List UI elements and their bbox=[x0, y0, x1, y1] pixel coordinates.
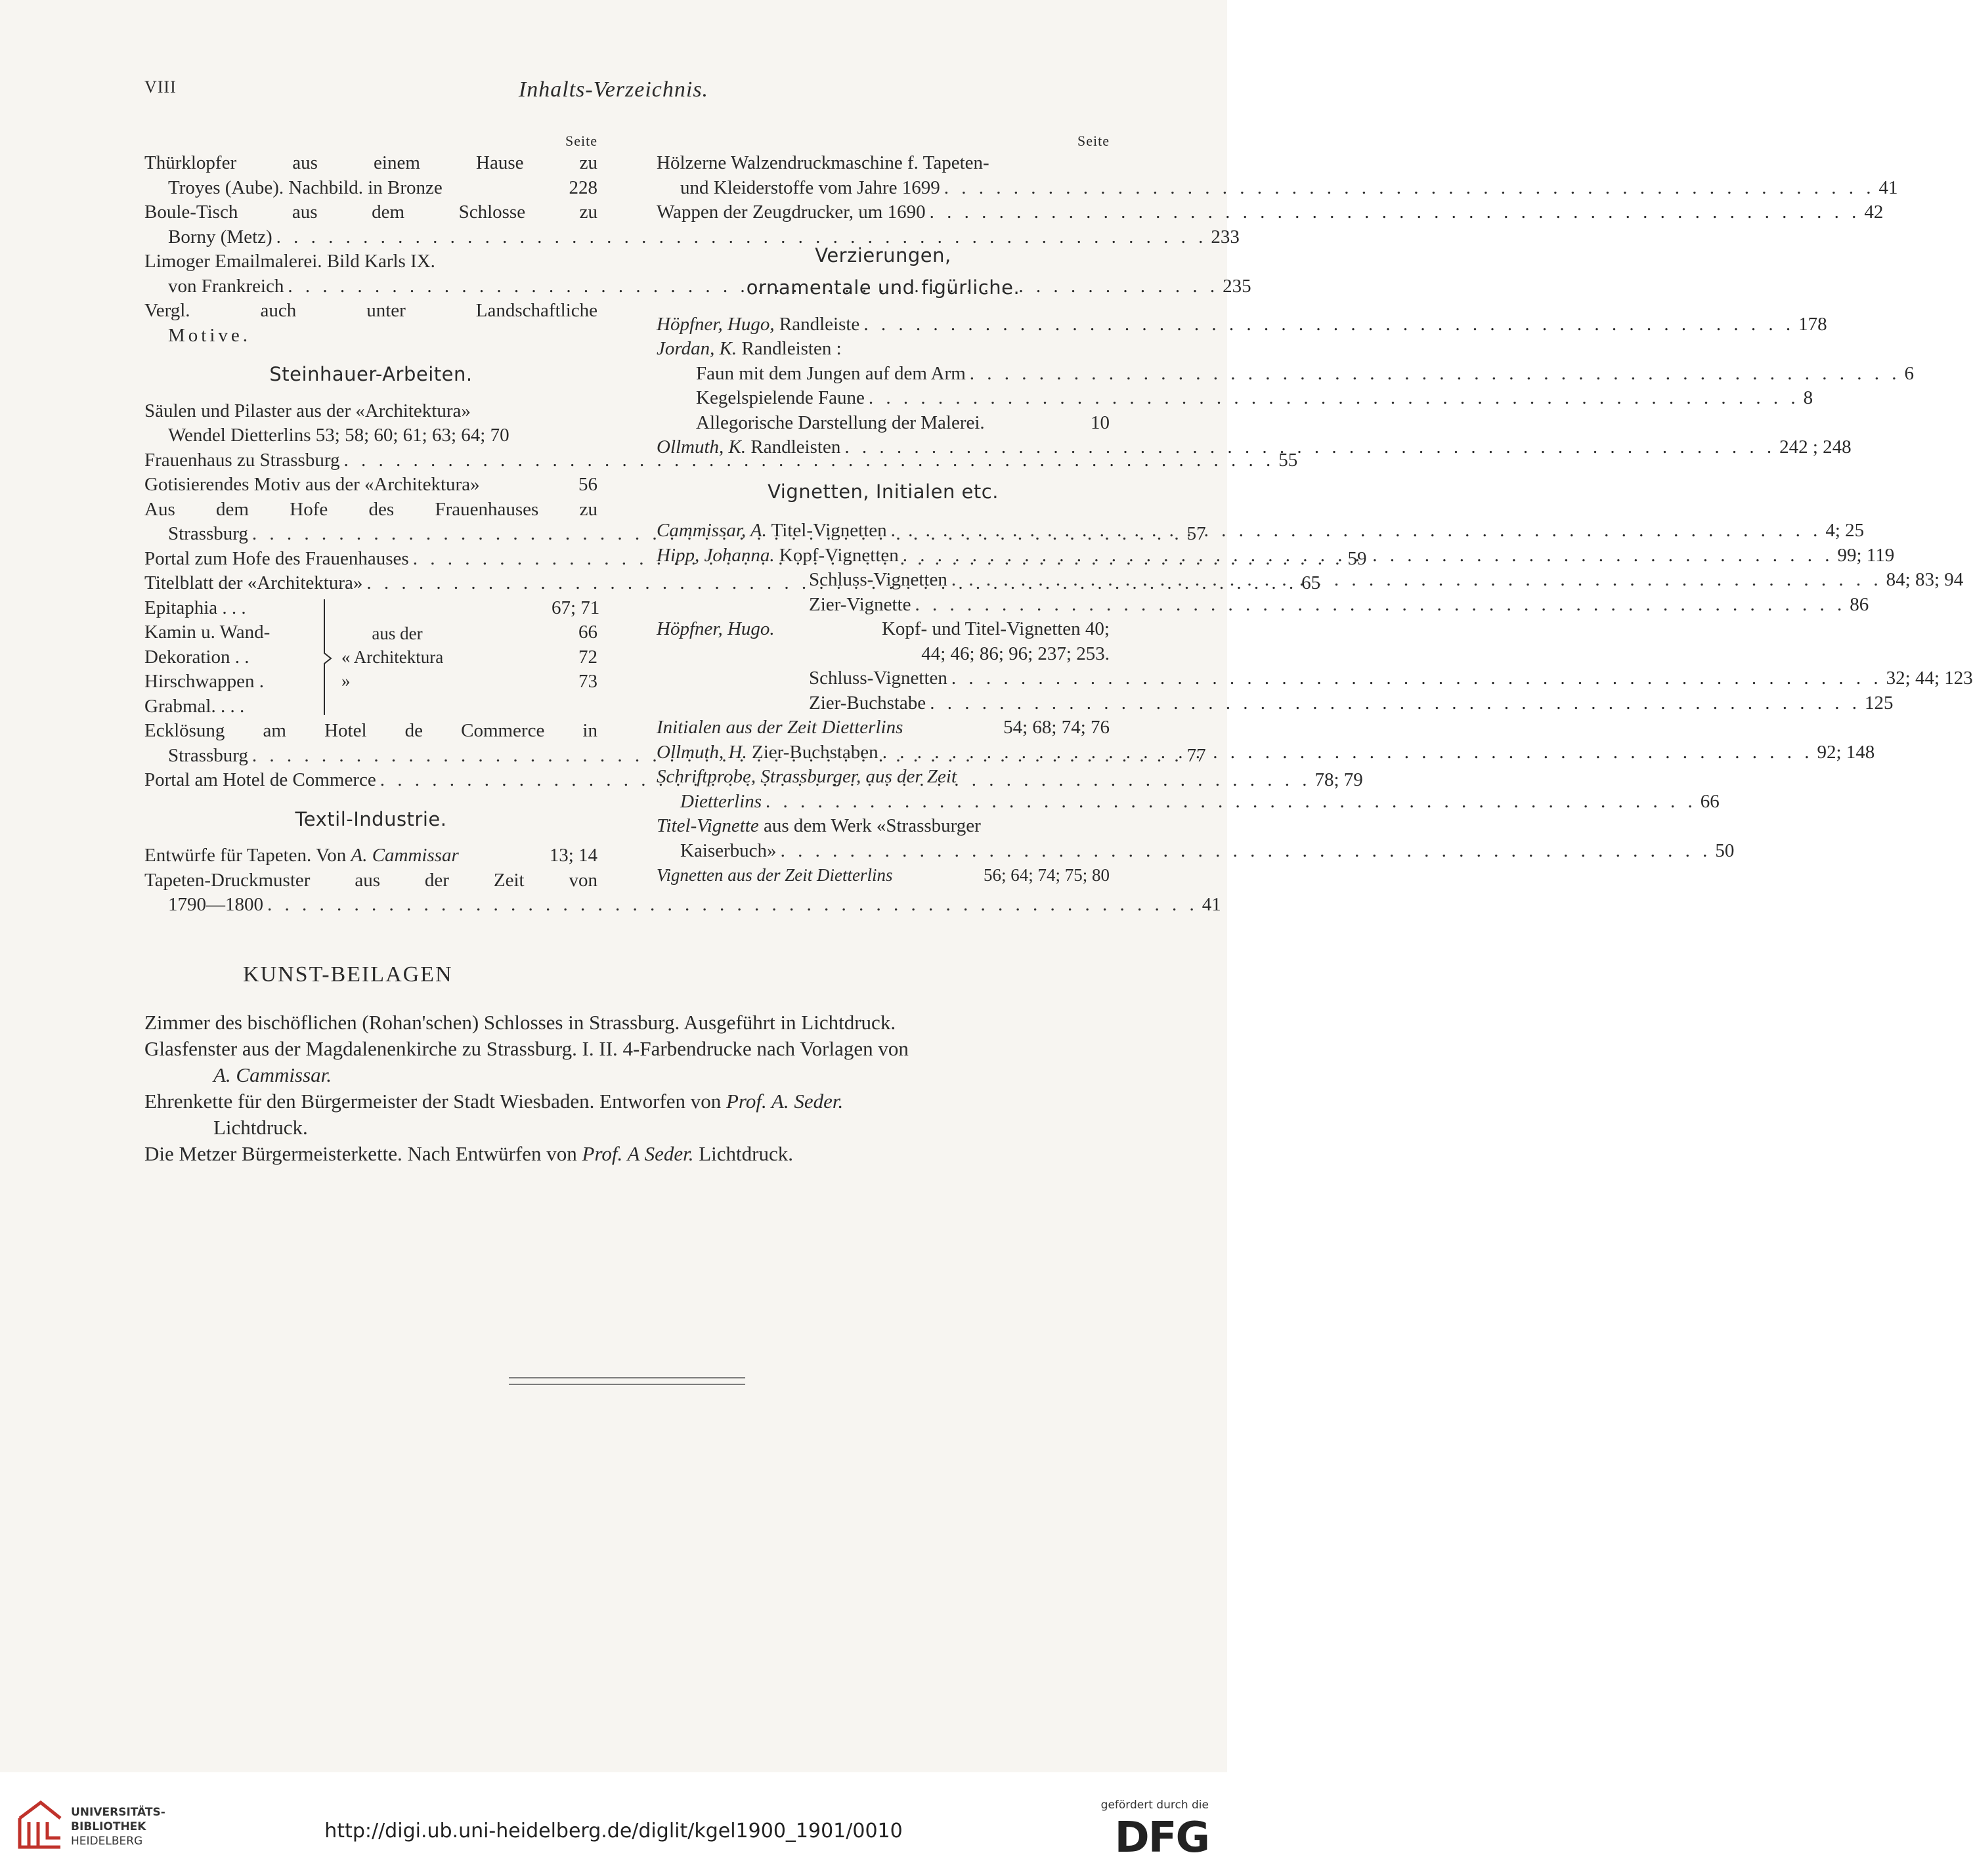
entry-line: Ecklösung am Hotel de Commerce in bbox=[144, 720, 597, 741]
list-item: Glasfenster aus der Magdalenenkirche zu Strassburg. I. II. 4-Farbendrucke nach Vorlagen von A. Cammissar. bbox=[144, 1037, 909, 1086]
brace-icon bbox=[322, 598, 335, 716]
list-item: Die Metzer Bürgermeisterkette. Nach Entwürfen von Prof. A Seder. Lichtdruck. bbox=[144, 1142, 793, 1165]
list-item: Ehrenkette für den Bürgermeister der Stadt Wiesbaden. Entworfen von Prof. A. Seder. Lichtdruck. bbox=[144, 1090, 844, 1139]
entry: Kegelspielende Faune . . . 8 bbox=[657, 386, 1110, 411]
author: A. Cammissar bbox=[351, 845, 459, 866]
entry: Cammissar, A. Titel-Vignetten . . . 4; 25 bbox=[657, 519, 1110, 544]
cross-reference: Vergl. auch unter Landschaftliche bbox=[144, 300, 597, 321]
entry: Vignetten aus der Zeit Dietterlins 56; 64; 74; 75; 80 bbox=[657, 865, 1110, 885]
running-head bbox=[0, 77, 1227, 104]
entry-line: Wendel Dietterlins 53; 58; 60; 61; 63; 64; 70 bbox=[168, 425, 510, 446]
entry: Allegorische Darstellung der Malerei. 10 bbox=[696, 412, 1110, 433]
entry-line: Säulen und Pilaster aus der «Architektura» bbox=[144, 400, 471, 421]
section-heading-steinhauer: Steinhauer-Arbeiten. bbox=[269, 363, 473, 385]
entry-line: Tapeten-Druckmuster aus der Zeit von bbox=[144, 869, 597, 891]
author: Höpfner, Hugo, bbox=[657, 313, 775, 335]
section-heading-textil: Textil-Industrie. bbox=[295, 807, 447, 830]
entry: Schluss-Vignetten . . . 84; 83; 94 bbox=[657, 568, 1110, 593]
list-item: Dekoration . . bbox=[144, 646, 249, 668]
braced-entries bbox=[144, 596, 600, 719]
list-item: Grabmal. . . . bbox=[144, 695, 245, 717]
funding-label: gefördert durch die bbox=[1100, 1799, 1209, 1812]
entry: Zier-Vignette . . . 86 bbox=[657, 593, 1110, 618]
entry: Portal zum Hofe des Frauenhauses . . . 59 bbox=[144, 547, 597, 572]
entry: Schluss-Vignetten . . . 32; 44; 123 bbox=[657, 666, 1110, 691]
author: Ollmuth, K. bbox=[657, 437, 747, 458]
entry-line: Jordan, K. Randleisten : bbox=[657, 338, 842, 359]
entry-line: Thürklopfer aus einem Hause zu bbox=[144, 152, 597, 173]
entry: Faun mit dem Jungen auf dem Arm . . . 6 bbox=[657, 362, 1110, 387]
footer-bar bbox=[0, 1772, 1227, 1876]
entry: Portal am Hotel de Commerce . . . 78; 79 bbox=[144, 768, 597, 793]
entry: Dietterlins . . . 66 bbox=[657, 790, 1110, 815]
list-item: Hirschwappen . bbox=[144, 671, 265, 692]
entry-line: Titel-Vignette aus dem Werk «Strassburger bbox=[657, 815, 981, 836]
author: Cammissar, A. bbox=[657, 520, 767, 541]
entry: Strassburg . . . 77 bbox=[144, 744, 597, 769]
entry-line: Boule-Tisch aus dem Schlosse zu bbox=[144, 202, 597, 223]
list-item: Zimmer des bischöflichen (Rohan'schen) Schlosses in Strassburg. Ausgeführt in Lichtdruck. bbox=[144, 1011, 896, 1034]
entry-line: Schriftprobe, Strassburger, aus der Zeit bbox=[657, 766, 957, 787]
seite-label: Seite bbox=[565, 133, 597, 149]
entry: Frauenhaus zu Strassburg . . . 55 bbox=[144, 448, 597, 473]
entry: Ollmuth, H. Zier-Buchstaben . . . 92; 148 bbox=[657, 740, 1110, 765]
list-item: Epitaphia . . . bbox=[144, 597, 246, 618]
entry: Strassburg . . . 57 bbox=[144, 522, 597, 547]
entry-line: Höpfner, Hugo. Kopf- und Titel-Vignetten 40; bbox=[657, 617, 1110, 642]
permalink-url[interactable]: http://digi.ub.uni-heidelberg.de/diglit/kgel1900_1901/0010 bbox=[324, 1820, 903, 1843]
page-title: Inhalts-Verzeichnis. bbox=[518, 77, 709, 102]
entry: Ollmuth, K. Randleisten . . . 242 ; 248 bbox=[657, 435, 1110, 460]
seite-label: Seite bbox=[1077, 133, 1110, 149]
entry: 1790—1800 . . . 41 bbox=[144, 893, 597, 918]
entry-line: Aus dem Hofe des Frauenhauses zu bbox=[144, 498, 597, 520]
entry-line: Hölzerne Walzendruckmaschine f. Tapeten- bbox=[657, 152, 989, 173]
entry: Wappen der Zeugdrucker, um 1690 . . . 42 bbox=[657, 200, 1110, 225]
kunst-beilagen-list bbox=[144, 1010, 1110, 1167]
entry: Höpfner, Hugo, Randleiste . . . 178 bbox=[657, 312, 1110, 337]
list-item: Kamin u. Wand- bbox=[144, 622, 271, 643]
entry: Zier-Buchstabe . . . 125 bbox=[657, 691, 1110, 716]
brace-label bbox=[322, 596, 552, 719]
page-number: VIII bbox=[144, 77, 177, 96]
author: Ollmuth, H. bbox=[657, 741, 747, 763]
dfg-logo: DFG bbox=[1114, 1814, 1209, 1862]
entry: Troyes (Aube). Nachbild. in Bronze 228 bbox=[168, 177, 597, 198]
cross-reference-cont: Motive. bbox=[168, 324, 251, 346]
brace-label-line2: « Architektura » bbox=[341, 647, 444, 691]
author: Jordan, K. bbox=[657, 338, 737, 359]
closing-double-rule bbox=[509, 1377, 745, 1385]
section-heading-kunst-beilagen: KUNST-BEILAGEN bbox=[243, 962, 453, 987]
entry: Titelblatt der «Architektura» . . . 65 bbox=[144, 571, 597, 596]
braced-names bbox=[144, 596, 322, 719]
entry: und Kleiderstoffe vom Jahre 1699 . . . 41 bbox=[657, 176, 1110, 201]
library-name: UNIVERSITÄTS- BIBLIOTHEK HEIDELBERG bbox=[71, 1806, 165, 1848]
entry: Entwürfe für Tapeten. Von A. Cammissar 13; 14 bbox=[144, 845, 597, 866]
entry: Gotisierendes Motiv aus der «Architektura» 56 bbox=[144, 474, 597, 495]
author: Hipp, Johanna. bbox=[657, 544, 775, 566]
section-heading-vignetten: Vignetten, Initialen etc. bbox=[768, 480, 999, 503]
entry-line: Limoger Emailmalerei. Bild Karls IX. bbox=[144, 251, 435, 272]
brace-label-line1: aus der bbox=[372, 624, 423, 644]
entry: Kaiserbuch» . . . 50 bbox=[657, 839, 1110, 864]
entry: Borny (Metz) . . . 233 bbox=[144, 225, 597, 250]
entry: Hipp, Johanna. Kopf-Vignetten . . . 99; 119 bbox=[657, 544, 1110, 568]
entry: von Frankreich . . . 235 bbox=[144, 274, 597, 299]
braced-pages: 67; 71 66 72 73 bbox=[552, 597, 600, 692]
entry-line: 44; 46; 86; 96; 237; 253. bbox=[921, 643, 1110, 664]
author: Höpfner, Hugo. bbox=[657, 618, 775, 639]
entry: Initialen aus der Zeit Dietterlins 54; 68; 74; 76 bbox=[657, 717, 1110, 738]
section-heading-verzierungen: Verzierungen, ornamentale und figürliche. bbox=[746, 244, 1020, 299]
